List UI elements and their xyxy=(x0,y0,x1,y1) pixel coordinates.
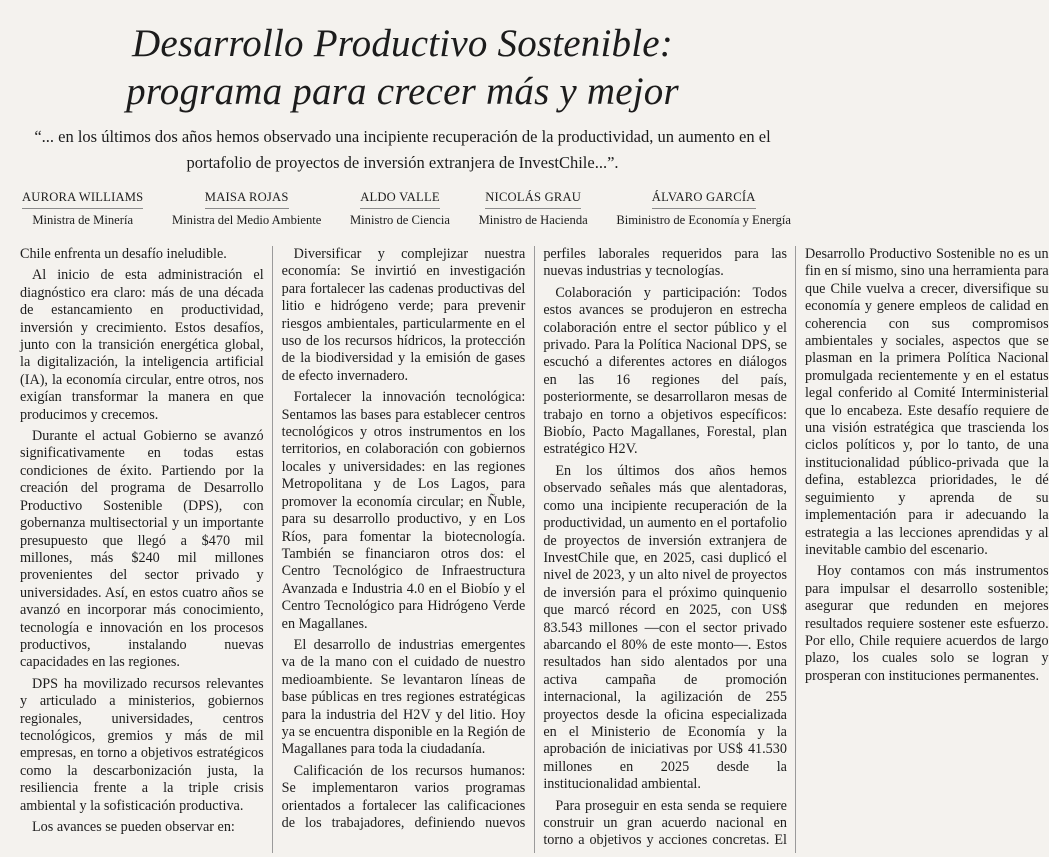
signatory-role: Ministra de Minería xyxy=(32,213,134,227)
body-paragraph: Fortalecer la innovación tecnológica: Sentamos las bases para establecer centros tecnológicos y otros instrumentos en los territorios, en colaboración con gobiernos locales y universidades: en las regiones Metropolitana y de Los Lagos, para promover la economía circular; en Ñuble, para su desarrollo productivo, y en Los Ríos, para fomentar la biotecnología. También se financiaron otros dos: el Centro Tecnológico de Infraestructura Avanzada e Industria 4.0 en el Biobío y el Centro Tecnológico para Hidrógeno Verde en Magallanes. xyxy=(281,389,526,632)
signatory-name: MAISA ROJAS xyxy=(205,190,289,209)
title-line-1: Desarrollo Productivo Sostenible: xyxy=(132,22,673,65)
signatory-role: Ministro de Hacienda xyxy=(478,213,588,227)
body-paragraph: Durante el actual Gobierno se avanzó significativamente en todas estas condiciones de éxito. Partiendo por la creación del programa de Desarrollo Productivo Sostenible (DPS), con gobernanza multisectorial y un importante presupuesto que llegó a $470 mil millones, más $240 mil millones provenientes del sector privado y universidades. Así, en estos cuatro años se avanzó en incorporar más conocimiento, tecnología e innovación en los procesos productivos, instalando nuevas capacidades en las regiones. xyxy=(20,428,264,671)
signatory xyxy=(350,188,450,228)
body-paragraph: Hoy contamos con más instrumentos para impulsar el desarrollo sostenible; asegurar que redunden en mejores resultados requiere sostener este esfuerzo. Por ello, Chile requiere acuerdos de largo plazo, los cuales solo se logran y prosperan con instituciones permanentes. xyxy=(804,563,1049,684)
body-paragraph: Colaboración y participación: Todos estos avances se produjeron en estrecha colaboración entre el sector público y el privado. Para la Política Nacional DPS, se escuchó a diferentes actores en diálogos en las 16 regiones del país, posteriormente, se desarrollaron mesas de trabajo en torno a objetivos específicos: Biobío, Pacto Magallanes, Forestal, plan estratégico H2V. xyxy=(543,284,787,458)
signatory-name: ALDO VALLE xyxy=(360,190,440,209)
signatory xyxy=(22,188,143,228)
signatory xyxy=(479,188,588,228)
body-paragraph: Los avances se pueden observar en: xyxy=(32,819,235,835)
body-paragraph: Para proseguir en esta senda se requiere construir un gran acuerdo nacional en torno a objetivos y acciones concretas. El Desarrollo Productivo Sostenible no es un fin en sí mismo, sino una herramienta para que Chile vuelva a crecer, diversifique su economía y genere empleos de calidad en coherencia con sus compromisos ambientales y sociales, aspectos que se plasman en la primera Política Nacional promulgada recientemente y en el estatus legal conferido al Comité Interministerial que lo encabeza. Este desafío requiere de una visión estratégica que trascienda los ciclos políticos y, por lo tanto, de una institucionalidad público-privada que la defina, establezca prioridades, le dé seguimiento y aprenda de su implementación para ir adecuando la estrategia a las lecciones aprendidas y al inevitable cambio del escenario. xyxy=(543,246,1049,849)
body-paragraph: Diversificar y complejizar nuestra economía: Se invirtió en investigación para fortalecer las cadenas productivas del litio e hidrógeno verde; para prevenir riesgos ambientales, particularmente en el uso de los recursos hídricos, la protección de la biodiversidad y la emisión de gases de efecto invernadero. xyxy=(281,246,526,384)
signatory-role: Ministro de Ciencia xyxy=(349,213,450,227)
body-paragraph: En los últimos dos años hemos observado señales más que alentadoras, como una incipiente recuperación de la productividad, un aumento en el portafolio de proyectos de inversión extranjera de InvestChile que, en 2025, casi duplicó el nivel de 2023, y un alto nivel de proyectos de inversión para el próximo quinquenio que marcó récord en 2025, con US$ 83.543 millones —con el sector privado abarcando el 80% de este monto—. Estos resultados han sido alentados por una activa campaña de promoción internacional, la agilización de 255 proyectos desde la oficina especializada en el Ministerio de Economía y la aprobación de iniciativas por US$ 41.530 millones en 2025 desde la institucionalidad ambiental. xyxy=(543,462,787,793)
signatory-name: AURORA WILLIAMS xyxy=(22,190,143,209)
signatory-role: Ministra del Medio Ambiente xyxy=(171,213,322,227)
body-paragraph: El desarrollo de industrias emergentes va de la mano con el cuidado de nuestro medioambiente. Se levantaron líneas de base públicas en tres regiones estratégicas para la industria del H2V y del litio. Hoy ya se encuentra disponible en la Región de Magallanes para toda la ciudadanía. xyxy=(281,636,526,758)
signatory-role: Biministro de Economía y Energía xyxy=(616,213,791,227)
article-header xyxy=(0,0,805,176)
signatory-name: NICOLÁS GRAU xyxy=(485,190,581,209)
title-line-2: programa para crecer más y mejor xyxy=(126,70,679,113)
signatories xyxy=(22,188,791,228)
body-paragraph: DPS ha movilizado recursos relevantes y articulado a ministerios, gobiernos regionales, universidades, centros tecnológicos, gremios y más de mil empresas, en torno a objetivos estratégicos como la descarbonización justa, la resiliencia frente a la triple crisis ambiental y la sofisticación productiva. xyxy=(20,675,264,814)
pull-quote: “... en los últimos dos años hemos observado una incipiente recuperación de la productividad, un aumento en el portafolio de proyectos de inversión extranjera de InvestChile...”. xyxy=(34,127,771,172)
body-paragraph: Chile enfrenta un desafío ineludible. xyxy=(20,246,227,262)
signatory-name: ÁLVARO GARCÍA xyxy=(652,190,756,209)
article-body xyxy=(20,246,1049,853)
body-paragraph: Al inicio de esta administración el diagnóstico era claro: más de una década de estancamiento en productividad, inversión y crecimiento. Estos desafíos, junto con la transición energética global, la digitalización, la inteligencia artificial (IA), la economía circular, entre otros, nos exigían transformar la manera en que producimos y crecemos. xyxy=(20,267,264,423)
article-title xyxy=(0,20,805,116)
signatory xyxy=(616,188,791,228)
body-paragraph: Calificación de los recursos humanos: Se implementaron varios programas orientados a fortalecer las calificaciones de los trabajadores, definiendo nuevos perfiles laborales requeridos para las nuevas industrias y tecnologías. xyxy=(281,246,787,831)
signatory xyxy=(172,188,321,228)
